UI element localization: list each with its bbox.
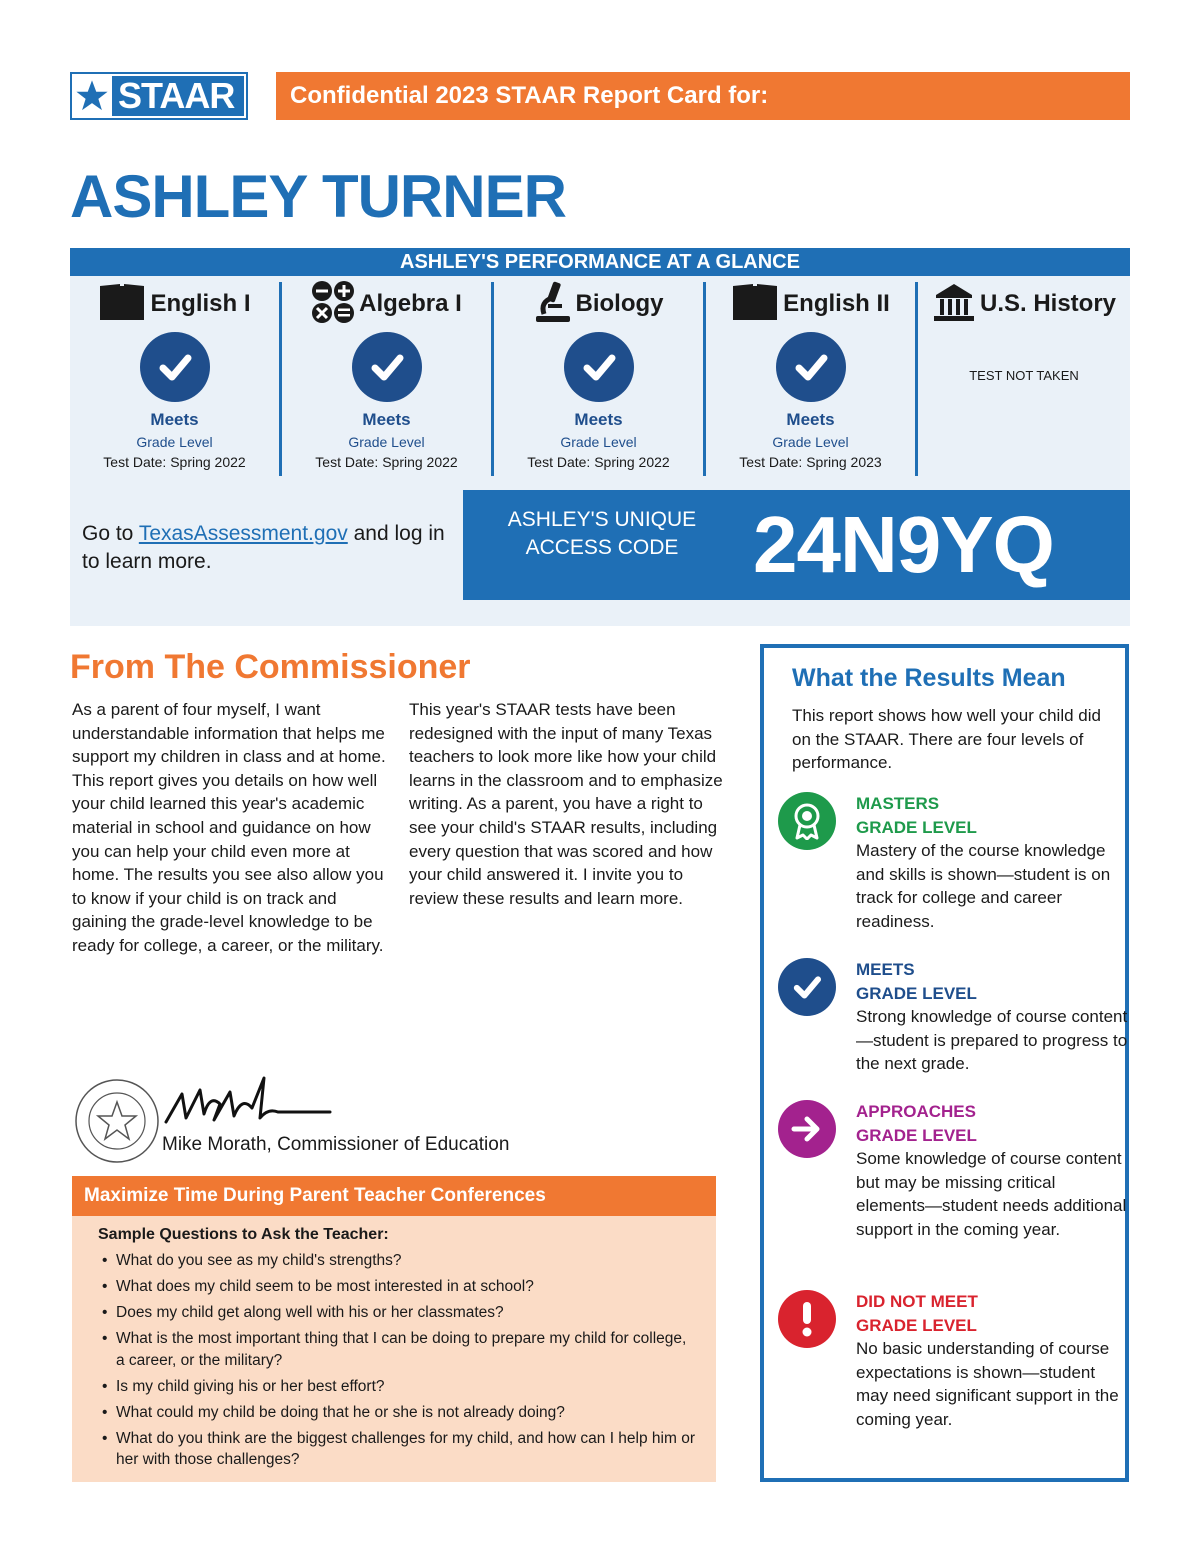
staar-logo — [70, 72, 248, 120]
checkmark-icon — [352, 332, 422, 402]
level-description: No basic understanding of course expectations is shown—student may need significant support in the coming year. — [856, 1339, 1119, 1429]
performance-title: ASHLEY'S PERFORMANCE AT A GLANCE — [70, 248, 1130, 276]
performance-level: Meets — [786, 410, 835, 429]
math-symbols-icon — [311, 280, 355, 329]
arrow-right-icon — [778, 1100, 836, 1158]
login-prefix: Go to — [82, 522, 139, 545]
level-description: Some knowledge of course content but may be missing critical elements—student needs additional support in the coming year. — [856, 1149, 1127, 1239]
results-meaning-panel — [760, 644, 1129, 1482]
login-suffix: and log in to learn more. — [82, 522, 445, 573]
conferences-panel — [72, 1216, 716, 1482]
subject-name: Biology — [575, 290, 664, 317]
performance-level: Meets — [574, 410, 623, 429]
list-item: • What does my child seem to be most interested in at school? — [98, 1276, 698, 1298]
level-name: DID NOT MEET — [856, 1292, 978, 1311]
test-date: Test Date: Spring 2022 — [315, 454, 458, 470]
performance-level: Meets — [362, 410, 411, 429]
list-item: • What do you think are the biggest challenges for my child, and how can I help him or her with those challenges? — [98, 1428, 698, 1471]
subject-us-history — [918, 282, 1130, 476]
level-name-sub: GRADE LEVEL — [856, 817, 977, 837]
capitol-building-icon — [932, 281, 976, 328]
award-ribbon-icon — [778, 792, 836, 850]
subject-name: English I — [150, 290, 251, 317]
results-intro: This report shows how well your child did on the STAAR. There are four levels of performance. — [792, 706, 1101, 773]
commissioner-paragraph-right: This year's STAAR tests have been redesigned with the input of many Texas teachers to look more like how your child learns in the classroom and to emphasize writing. As a parent, you have a right to see your child's STAAR results, including every question that was scored and how your child answered it. I invite you to review these results and learn more. — [409, 700, 723, 908]
subject-english-1 — [70, 282, 282, 476]
performance-level: Meets — [150, 410, 199, 429]
performance-level-sub: Grade Level — [772, 434, 849, 450]
access-code-label: ASHLEY'S UNIQUE ACCESS CODE — [507, 508, 697, 559]
book-icon — [731, 282, 779, 327]
checkmark-icon — [564, 332, 634, 402]
list-item: • What do you see as my child's strengths? — [98, 1250, 698, 1272]
conferences-title: Maximize Time During Parent Teacher Conferences — [72, 1176, 716, 1216]
report-header: Confidential 2023 STAAR Report Card for: — [276, 72, 1130, 120]
student-name: ASHLEY TURNER — [70, 163, 566, 230]
performance-level-sub: Grade Level — [136, 434, 213, 450]
level-description: Mastery of the course knowledge and skills is shown—student is on track for college and career readiness. — [856, 841, 1111, 931]
test-date: Test Date: Spring 2022 — [103, 454, 246, 470]
checkmark-icon — [778, 958, 836, 1016]
performance-level-sub: Grade Level — [348, 434, 425, 450]
test-status: TEST NOT TAKEN — [969, 368, 1079, 383]
list-item: • What could my child be doing that he or she is not already doing? — [98, 1402, 698, 1424]
commissioner-paragraph-left: As a parent of four myself, I want understandable information that helps me support my children in class and at home. This report gives you details on how well your child learned this year's academic material in school and guidance on how you can help your child even more at home. The results you see also allow you to know if your child is on track and gaining the grade-level knowledge to be ready for college, a career, or the military. — [72, 700, 386, 955]
list-item: • What is the most important thing that I can be doing to prepare my child for college, a career, or the military? — [98, 1328, 698, 1371]
subject-name: U.S. History — [979, 290, 1117, 317]
signature — [160, 1074, 340, 1134]
test-date: Test Date: Spring 2023 — [739, 454, 882, 470]
access-code: 24N9YQ — [753, 500, 1054, 589]
texas-assessment-link[interactable]: TexasAssessment.gov — [138, 522, 348, 545]
commissioner-title: From The Commissioner — [70, 648, 471, 686]
level-name: APPROACHES — [856, 1102, 976, 1121]
subject-name: English II — [783, 290, 890, 317]
list-item: • Does my child get along well with his or her classmates? — [98, 1302, 698, 1324]
level-name: MEETS — [856, 960, 915, 979]
conferences-subtitle: Sample Questions to Ask the Teacher: — [98, 1226, 389, 1243]
access-code-box — [463, 490, 1130, 600]
test-date: Test Date: Spring 2022 — [527, 454, 670, 470]
performance-panel — [70, 248, 1130, 626]
signer-name: Mike Morath, Commissioner of Education — [162, 1134, 510, 1155]
star-icon — [72, 74, 112, 118]
level-name-sub: GRADE LEVEL — [856, 1315, 977, 1335]
level-name-sub: GRADE LEVEL — [856, 983, 977, 1003]
tea-seal-icon — [74, 1078, 160, 1164]
subject-biology — [494, 282, 706, 476]
subject-algebra-1 — [282, 282, 494, 476]
checkmark-icon — [776, 332, 846, 402]
logo-text: STAAR — [112, 76, 244, 116]
login-instructions — [82, 520, 452, 576]
subject-english-2 — [706, 282, 918, 476]
subject-list — [70, 282, 1130, 476]
results-title: What the Results Mean — [792, 664, 1066, 692]
question-list — [98, 1250, 716, 1471]
level-name-sub: GRADE LEVEL — [856, 1125, 977, 1145]
level-description: Strong knowledge of course content—student is prepared to progress to the next grade. — [856, 1007, 1128, 1074]
checkmark-icon — [140, 332, 210, 402]
book-icon — [98, 282, 146, 327]
exclamation-icon — [778, 1290, 836, 1348]
microscope-icon — [534, 280, 572, 329]
list-item: • Is my child giving his or her best effort? — [98, 1376, 698, 1398]
subject-name: Algebra I — [359, 290, 462, 317]
level-name: MASTERS — [856, 794, 940, 813]
performance-level-sub: Grade Level — [560, 434, 637, 450]
